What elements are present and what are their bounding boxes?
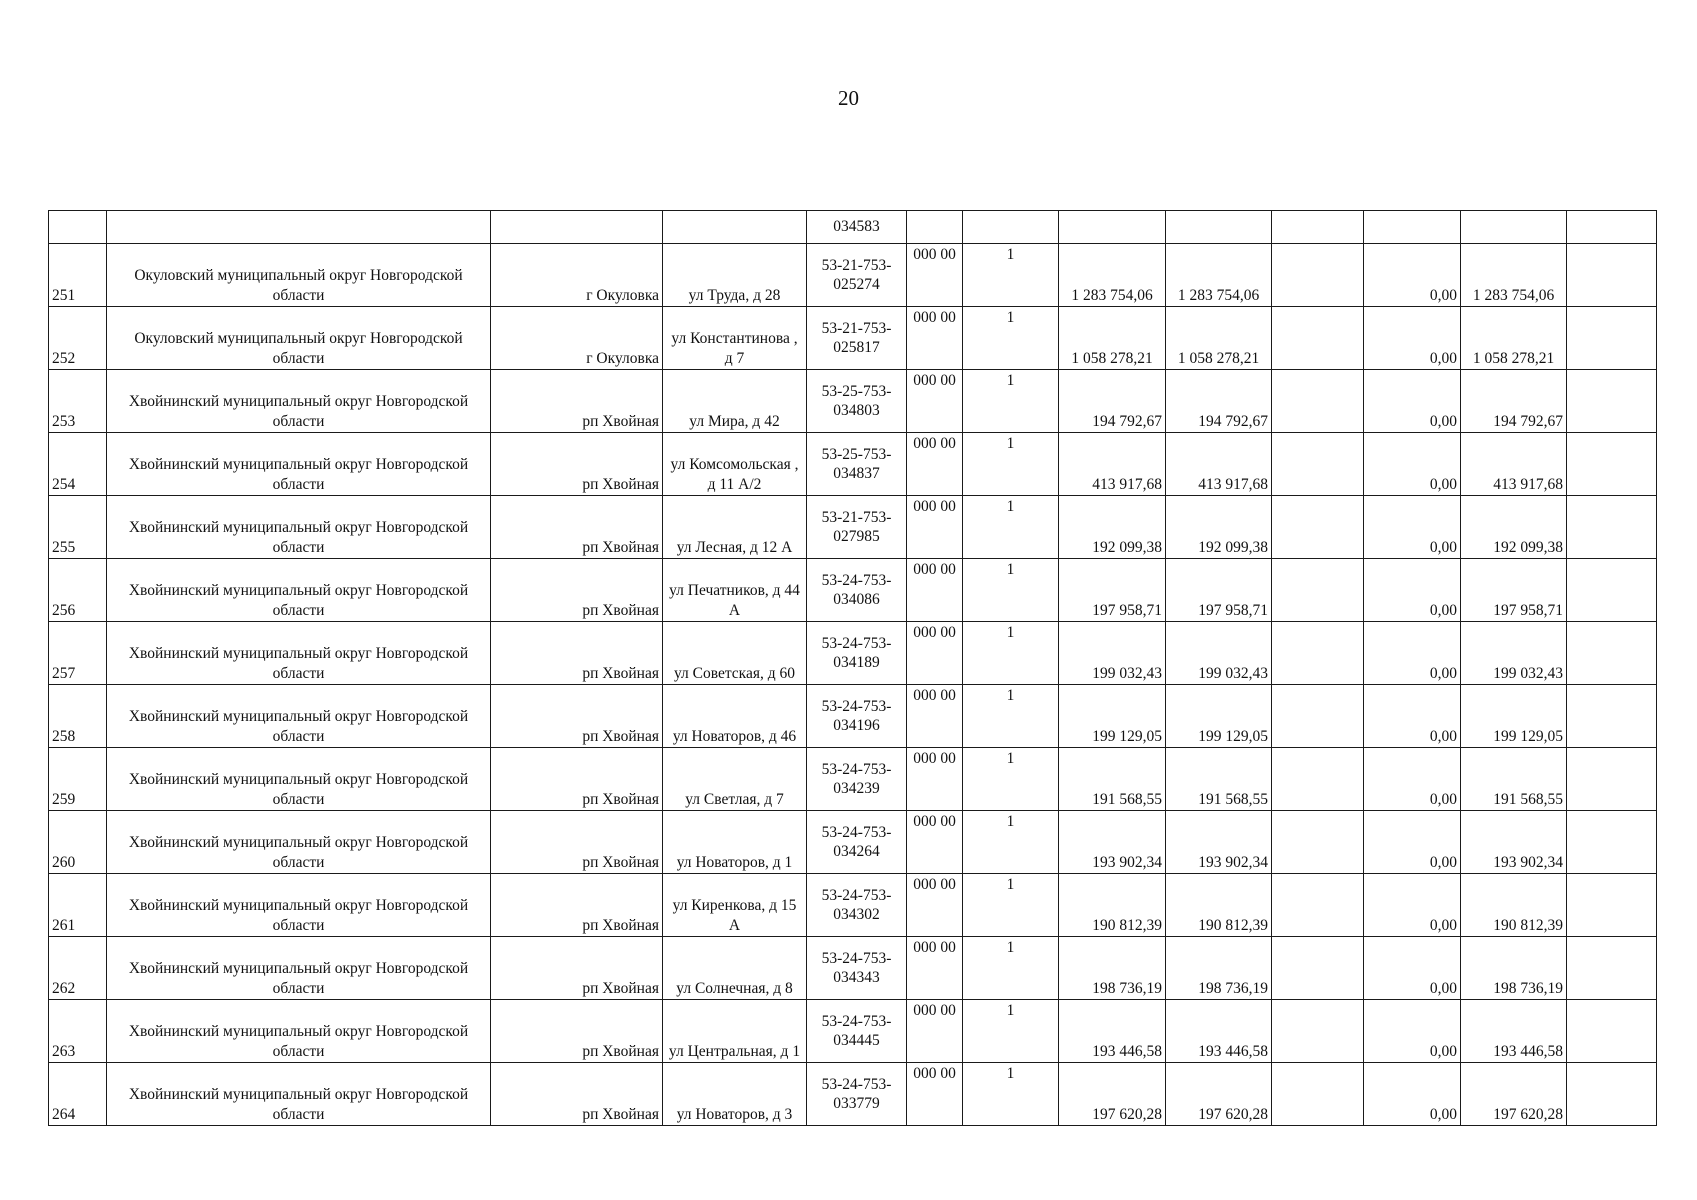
table-row — [49, 748, 1657, 811]
cell-no: 257 — [49, 622, 107, 685]
cell-municipality: Хвойнинский муниципальный округ Новгородской области — [107, 1000, 491, 1063]
cell-code: 000 00 — [907, 370, 963, 433]
cell-address: ул Константинова , д 7 — [663, 307, 807, 370]
cell-count: 1 — [963, 622, 1059, 685]
table-row — [49, 937, 1657, 1000]
cell-last — [1567, 811, 1657, 874]
cell-amount-a: 193 446,58 — [1059, 1000, 1166, 1063]
cell-last — [1567, 685, 1657, 748]
cell-amount-d: 192 099,38 — [1461, 496, 1567, 559]
cell-amount-d: 197 620,28 — [1461, 1063, 1567, 1126]
cell-count: 1 — [963, 433, 1059, 496]
cell-amount-d: 199 032,43 — [1461, 622, 1567, 685]
table-row — [49, 1000, 1657, 1063]
cell-count: 1 — [963, 874, 1059, 937]
cell-amount-c: 0,00 — [1364, 748, 1461, 811]
cell-amount-c: 0,00 — [1364, 811, 1461, 874]
cell-municipality: Хвойнинский муниципальный округ Новгородской области — [107, 433, 491, 496]
cell-amount-c: 0,00 — [1364, 370, 1461, 433]
cell-amount-b: 413 917,68 — [1166, 433, 1272, 496]
cell-count: 1 — [963, 559, 1059, 622]
cell-address: ул Советская, д 60 — [663, 622, 807, 685]
cell-amount-c: 0,00 — [1364, 937, 1461, 1000]
cell-amount-a: 197 620,28 — [1059, 1063, 1166, 1126]
cell-municipality: Хвойнинский муниципальный округ Новгородской области — [107, 937, 491, 1000]
cell-no: 264 — [49, 1063, 107, 1126]
cell-locality: рп Хвойная — [491, 496, 663, 559]
cell-code: 000 00 — [907, 1000, 963, 1063]
cell-empty — [1272, 307, 1364, 370]
cell-cadastral: 53-24-753-034264 — [807, 811, 907, 874]
cell-cadastral: 53-24-753-034445 — [807, 1000, 907, 1063]
cell-empty — [1272, 1000, 1364, 1063]
cell-last — [1567, 622, 1657, 685]
cell-address: ул Новаторов, д 1 — [663, 811, 807, 874]
cell-amount-c: 0,00 — [1364, 1063, 1461, 1126]
cell-amount-b: 198 736,19 — [1166, 937, 1272, 1000]
cell-amount-b: 192 099,38 — [1166, 496, 1272, 559]
cell-amount-c: 0,00 — [1364, 433, 1461, 496]
table-row — [49, 811, 1657, 874]
cell-last — [1567, 307, 1657, 370]
cell-amount-c: 0,00 — [1364, 685, 1461, 748]
cell-municipality: Хвойнинский муниципальный округ Новгородской области — [107, 748, 491, 811]
cell-amount-d: 1 058 278,21 — [1461, 307, 1567, 370]
cell-locality: рп Хвойная — [491, 1063, 663, 1126]
cell-no: 255 — [49, 496, 107, 559]
cell-amount-d: 190 812,39 — [1461, 874, 1567, 937]
cell-address: ул Мира, д 42 — [663, 370, 807, 433]
cell-amount-d: 1 283 754,06 — [1461, 244, 1567, 307]
cell-no: 260 — [49, 811, 107, 874]
cell-no: 253 — [49, 370, 107, 433]
cell-count — [963, 211, 1059, 244]
cell-code: 000 00 — [907, 244, 963, 307]
cell-cadastral: 53-24-753-034239 — [807, 748, 907, 811]
cell-last — [1567, 244, 1657, 307]
cell-amount-a: 1 058 278,21 — [1059, 307, 1166, 370]
cell-amount-b: 191 568,55 — [1166, 748, 1272, 811]
cell-amount-b: 199 129,05 — [1166, 685, 1272, 748]
cell-municipality: Окуловский муниципальный округ Новгородской области — [107, 244, 491, 307]
cell-locality: г Окуловка — [491, 244, 663, 307]
cell-amount-c: 0,00 — [1364, 874, 1461, 937]
cell-empty — [1272, 1063, 1364, 1126]
cell-amount-d: 193 902,34 — [1461, 811, 1567, 874]
cell-code: 000 00 — [907, 307, 963, 370]
cell-empty — [1272, 811, 1364, 874]
cell-locality: рп Хвойная — [491, 1000, 663, 1063]
cell-locality: рп Хвойная — [491, 685, 663, 748]
cell-address: ул Печатников, д 44 А — [663, 559, 807, 622]
cell-cadastral: 53-24-753-033779 — [807, 1063, 907, 1126]
cell-count: 1 — [963, 496, 1059, 559]
cell-municipality: Хвойнинский муниципальный округ Новгородской области — [107, 685, 491, 748]
cell-code: 000 00 — [907, 496, 963, 559]
page-number: 20 — [838, 86, 859, 110]
cell-last — [1567, 370, 1657, 433]
cell-amount-d: 191 568,55 — [1461, 748, 1567, 811]
cell-locality: г Окуловка — [491, 307, 663, 370]
cell-empty — [1272, 937, 1364, 1000]
cell-last — [1567, 433, 1657, 496]
cell-amount-d: 193 446,58 — [1461, 1000, 1567, 1063]
cell-amount-a: 191 568,55 — [1059, 748, 1166, 811]
cell-amount-b: 199 032,43 — [1166, 622, 1272, 685]
cell-cadastral: 53-21-753-025817 — [807, 307, 907, 370]
cell-amount-b: 193 902,34 — [1166, 811, 1272, 874]
cell-last — [1567, 559, 1657, 622]
table-row — [49, 244, 1657, 307]
cell-municipality: Хвойнинский муниципальный округ Новгородской области — [107, 622, 491, 685]
cell-amount-b: 1 058 278,21 — [1166, 307, 1272, 370]
cell-last — [1567, 748, 1657, 811]
cell-municipality — [107, 211, 491, 244]
cell-count: 1 — [963, 370, 1059, 433]
cell-amount-a: 1 283 754,06 — [1059, 244, 1166, 307]
cell-address: ул Центральная, д 1 — [663, 1000, 807, 1063]
cell-amount-a: 194 792,67 — [1059, 370, 1166, 433]
cell-municipality: Хвойнинский муниципальный округ Новгородской области — [107, 559, 491, 622]
cell-amount-b — [1166, 211, 1272, 244]
cell-code: 000 00 — [907, 559, 963, 622]
cell-amount-a: 190 812,39 — [1059, 874, 1166, 937]
continuation-row — [49, 211, 1657, 244]
cell-no: 256 — [49, 559, 107, 622]
cell-amount-a: 198 736,19 — [1059, 937, 1166, 1000]
cell-address: ул Лесная, д 12 А — [663, 496, 807, 559]
cell-code — [907, 211, 963, 244]
cell-address: ул Новаторов, д 46 — [663, 685, 807, 748]
cell-code: 000 00 — [907, 1063, 963, 1126]
cell-amount-a: 193 902,34 — [1059, 811, 1166, 874]
cell-no: 252 — [49, 307, 107, 370]
cell-no: 263 — [49, 1000, 107, 1063]
cell-empty — [1272, 622, 1364, 685]
cell-code: 000 00 — [907, 433, 963, 496]
cell-last — [1567, 496, 1657, 559]
cell-address: ул Новаторов, д 3 — [663, 1063, 807, 1126]
cell-municipality: Хвойнинский муниципальный округ Новгородской области — [107, 496, 491, 559]
cell-amount-a: 199 129,05 — [1059, 685, 1166, 748]
cell-locality: рп Хвойная — [491, 559, 663, 622]
cell-amount-d — [1461, 211, 1567, 244]
cell-cadastral: 53-24-753-034196 — [807, 685, 907, 748]
table-row — [49, 307, 1657, 370]
cell-count: 1 — [963, 811, 1059, 874]
cell-amount-c: 0,00 — [1364, 244, 1461, 307]
cell-amount-a: 197 958,71 — [1059, 559, 1166, 622]
cell-count: 1 — [963, 1063, 1059, 1126]
cell-count: 1 — [963, 307, 1059, 370]
cell-last — [1567, 874, 1657, 937]
cell-no: 254 — [49, 433, 107, 496]
cell-address: ул Труда, д 28 — [663, 244, 807, 307]
cell-amount-d: 413 917,68 — [1461, 433, 1567, 496]
cell-cadastral: 53-24-753-034189 — [807, 622, 907, 685]
cell-last — [1567, 937, 1657, 1000]
table-row — [49, 433, 1657, 496]
cell-empty — [1272, 211, 1364, 244]
cell-cadastral: 53-24-753-034343 — [807, 937, 907, 1000]
cell-amount-c: 0,00 — [1364, 496, 1461, 559]
cell-amount-d: 194 792,67 — [1461, 370, 1567, 433]
cell-last — [1567, 1063, 1657, 1126]
cell-locality: рп Хвойная — [491, 874, 663, 937]
cell-no: 258 — [49, 685, 107, 748]
cell-locality: рп Хвойная — [491, 748, 663, 811]
cell-municipality: Хвойнинский муниципальный округ Новгородской области — [107, 874, 491, 937]
cell-empty — [1272, 685, 1364, 748]
table-row — [49, 1063, 1657, 1126]
cell-cadastral: 53-24-753-034302 — [807, 874, 907, 937]
cell-address — [663, 211, 807, 244]
cell-amount-a: 199 032,43 — [1059, 622, 1166, 685]
cell-address: ул Светлая, д 7 — [663, 748, 807, 811]
cell-no: 261 — [49, 874, 107, 937]
cell-last — [1567, 1000, 1657, 1063]
cell-code: 000 00 — [907, 748, 963, 811]
cell-amount-c — [1364, 211, 1461, 244]
cell-address: ул Комсомольская , д 11 А/2 — [663, 433, 807, 496]
cell-no — [49, 211, 107, 244]
cell-cadastral: 53-21-753-025274 — [807, 244, 907, 307]
cell-last — [1567, 211, 1657, 244]
cell-amount-c: 0,00 — [1364, 307, 1461, 370]
cell-amount-c: 0,00 — [1364, 1000, 1461, 1063]
cell-empty — [1272, 874, 1364, 937]
cell-cadastral: 53-24-753-034086 — [807, 559, 907, 622]
cell-amount-d: 198 736,19 — [1461, 937, 1567, 1000]
cell-code: 000 00 — [907, 811, 963, 874]
cell-locality: рп Хвойная — [491, 370, 663, 433]
cell-cadastral: 034583 — [807, 211, 907, 244]
cell-amount-b: 194 792,67 — [1166, 370, 1272, 433]
cell-no: 251 — [49, 244, 107, 307]
cell-code: 000 00 — [907, 622, 963, 685]
cell-amount-b: 197 620,28 — [1166, 1063, 1272, 1126]
table-row — [49, 370, 1657, 433]
cell-locality — [491, 211, 663, 244]
cell-empty — [1272, 559, 1364, 622]
cell-amount-b: 197 958,71 — [1166, 559, 1272, 622]
cell-code: 000 00 — [907, 685, 963, 748]
cell-code: 000 00 — [907, 874, 963, 937]
table-body — [49, 211, 1657, 1126]
cell-empty — [1272, 370, 1364, 433]
cell-address: ул Киренкова, д 15 А — [663, 874, 807, 937]
cell-cadastral: 53-21-753-027985 — [807, 496, 907, 559]
cell-count: 1 — [963, 244, 1059, 307]
table-row — [49, 496, 1657, 559]
table-row — [49, 685, 1657, 748]
cell-amount-a — [1059, 211, 1166, 244]
cell-count: 1 — [963, 1000, 1059, 1063]
cell-municipality: Хвойнинский муниципальный округ Новгородской области — [107, 811, 491, 874]
cell-amount-c: 0,00 — [1364, 559, 1461, 622]
cell-locality: рп Хвойная — [491, 433, 663, 496]
cell-amount-c: 0,00 — [1364, 622, 1461, 685]
cell-municipality: Хвойнинский муниципальный округ Новгородской области — [107, 1063, 491, 1126]
cell-locality: рп Хвойная — [491, 622, 663, 685]
cell-amount-b: 190 812,39 — [1166, 874, 1272, 937]
table-row — [49, 622, 1657, 685]
cell-amount-d: 199 129,05 — [1461, 685, 1567, 748]
cell-count: 1 — [963, 937, 1059, 1000]
cell-empty — [1272, 433, 1364, 496]
cell-cadastral: 53-25-753-034803 — [807, 370, 907, 433]
table-row — [49, 559, 1657, 622]
cell-count: 1 — [963, 685, 1059, 748]
cell-empty — [1272, 496, 1364, 559]
cell-amount-a: 192 099,38 — [1059, 496, 1166, 559]
cell-empty — [1272, 244, 1364, 307]
cell-amount-a: 413 917,68 — [1059, 433, 1166, 496]
cell-amount-b: 1 283 754,06 — [1166, 244, 1272, 307]
cell-amount-d: 197 958,71 — [1461, 559, 1567, 622]
table-row — [49, 874, 1657, 937]
cell-count: 1 — [963, 748, 1059, 811]
cell-cadastral: 53-25-753-034837 — [807, 433, 907, 496]
cell-locality: рп Хвойная — [491, 937, 663, 1000]
cell-address: ул Солнечная, д 8 — [663, 937, 807, 1000]
cell-municipality: Окуловский муниципальный округ Новгородской области — [107, 307, 491, 370]
cell-amount-b: 193 446,58 — [1166, 1000, 1272, 1063]
cell-locality: рп Хвойная — [491, 811, 663, 874]
cell-empty — [1272, 748, 1364, 811]
cell-no: 262 — [49, 937, 107, 1000]
cell-no: 259 — [49, 748, 107, 811]
cell-municipality: Хвойнинский муниципальный округ Новгородской области — [107, 370, 491, 433]
cell-code: 000 00 — [907, 937, 963, 1000]
registry-table — [48, 210, 1657, 1126]
